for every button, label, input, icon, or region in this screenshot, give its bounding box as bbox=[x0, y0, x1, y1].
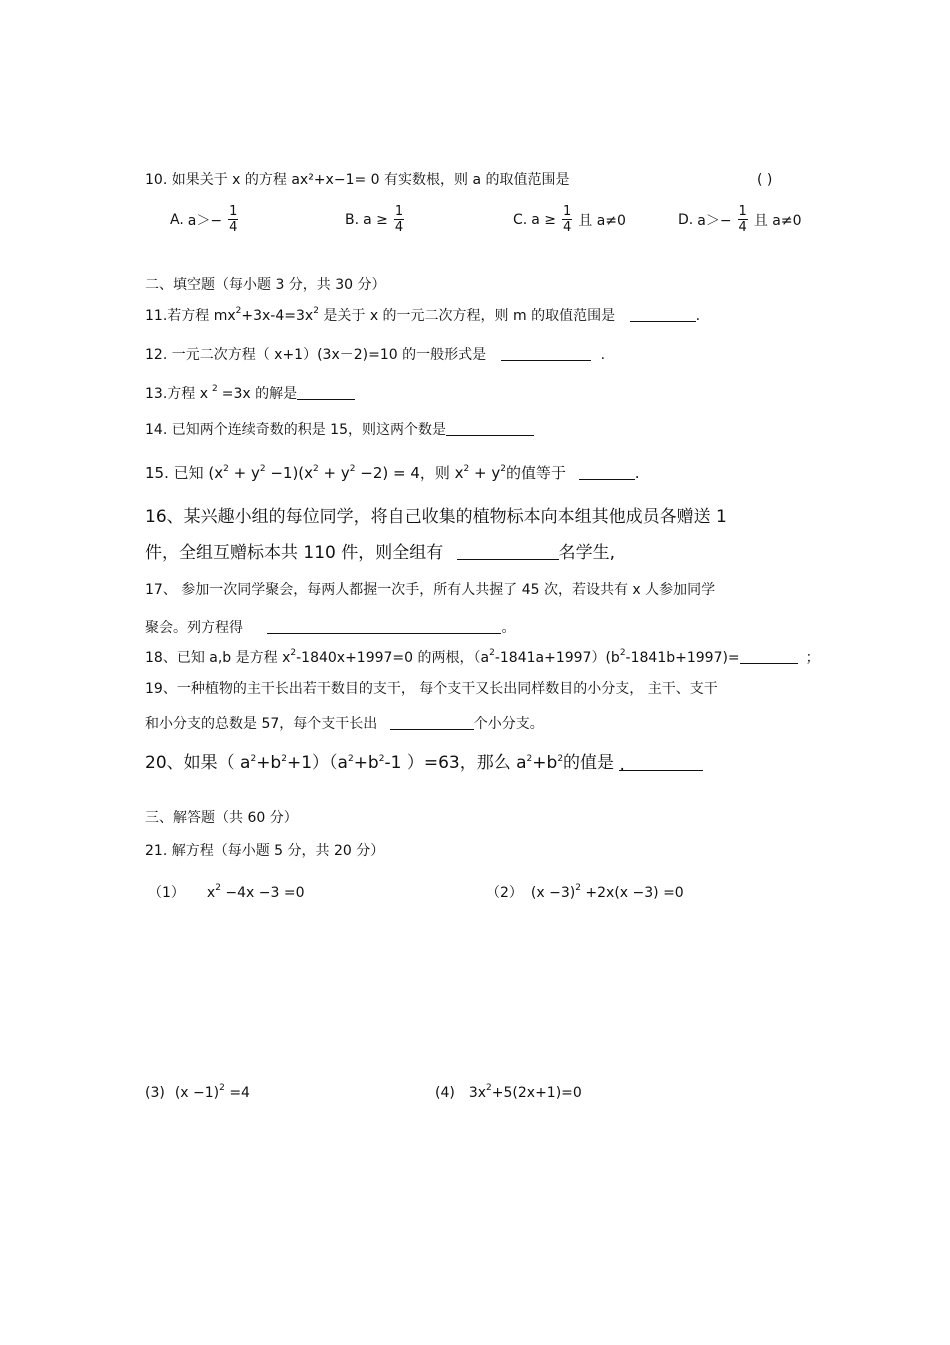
question-19-line-2: 和小分支的总数是 57，每个支干长出 个小分支。 bbox=[145, 716, 544, 732]
answer-blank[interactable]: . bbox=[619, 753, 703, 771]
question-17-line-2: 聚会。列方程得 。 bbox=[145, 620, 516, 636]
answer-blank[interactable] bbox=[390, 715, 474, 730]
answer-blank[interactable] bbox=[297, 385, 355, 400]
problem-3: (3) $(x -1)^2 =4$ bbox=[145, 1083, 250, 1101]
answer-blank[interactable] bbox=[267, 619, 501, 634]
option-a[interactable]: A. a＞− $\frac{1}{4}$ bbox=[170, 204, 238, 235]
answer-blank[interactable] bbox=[630, 307, 696, 322]
option-c[interactable]: C. a ≥ $\frac{1}{4}$ 且 a≠0 bbox=[513, 204, 626, 235]
option-b[interactable]: B. a ≥ $\frac{1}{4}$ bbox=[345, 204, 404, 235]
answer-blank[interactable] bbox=[740, 649, 798, 664]
answer-blank[interactable] bbox=[457, 543, 559, 560]
section-3-title: 三、解答题（共 60 分） bbox=[145, 810, 298, 826]
question-17-line-1: 17、 参加一次同学聚会，每两人都握一次手，所有人共握了 45 次，若设共有 x 人参加同学 bbox=[145, 582, 716, 598]
question-16-line-2: 件，全组互赠标本共 110 件，则全组有 名学生, bbox=[145, 543, 616, 563]
answer-blank[interactable] bbox=[501, 346, 591, 361]
option-d[interactable]: D. a＞− $\frac{1}{4}$ 且 a≠0 bbox=[678, 204, 802, 235]
question-21-title: 21. 解方程（每小题 5 分，共 20 分） bbox=[145, 843, 385, 859]
question-16-line-1: 16、某兴趣小组的每位同学，将自己收集的植物标本向本组其他成员各赠送 1 bbox=[145, 507, 727, 527]
question-13: 13.方程 x $^2$ =3x 的解是 bbox=[145, 384, 355, 404]
fraction: $\frac{1}{4}$ bbox=[394, 204, 404, 235]
question-19-line-1: 19、一种植物的主干长出若干数目的支干， 每个支干又长出同样数目的小分支， 主干、支干 bbox=[145, 681, 718, 697]
question-10-text: 10. 如果关于 x 的方程 ax²+x−1= 0 有实数根，则 a 的取值范围是 bbox=[145, 172, 570, 188]
answer-blank[interactable] bbox=[446, 421, 534, 436]
question-18: 18、已知 a,b 是方程 $x^2-1840x+1997=0$ 的两根，$(a^2-1841a+1997)(b^2-1841b+1997)=$ ； bbox=[145, 648, 820, 666]
problem-2: （2） $(x -3)^2 +2x(x -3) =0$ bbox=[486, 883, 684, 901]
question-15: 15. 已知 $(x^2 + y^2 -1)(x^2 + y^2 -2) = 4$，则 $x^2 + y^2$的值等于 . bbox=[145, 464, 640, 482]
answer-blank[interactable] bbox=[579, 465, 635, 480]
question-14: 14. 已知两个连续奇数的积是 15，则这两个数是 bbox=[145, 420, 534, 440]
answer-paren: ( ) bbox=[757, 172, 773, 188]
fraction: $\frac{1}{4}$ bbox=[563, 204, 572, 235]
question-12: 12. 一元二次方程（ x+1）(3x－2)=10 的一般形式是 . bbox=[145, 347, 606, 363]
section-2-title: 二、填空题（每小题 3 分，共 30 分） bbox=[145, 277, 386, 293]
problem-4: (4) $3x^2+5(2x+1)=0$ bbox=[435, 1083, 582, 1101]
fraction: $\frac{1}{4}$ bbox=[738, 204, 747, 235]
problem-1: （1） $x^2 -4x -3 =0$ bbox=[148, 883, 305, 901]
question-20: 20、如果（ $a^2+b^2+1)(a^2+b^2-1$ ）=63，那么 $a^2+b^2$的值是 . bbox=[145, 751, 703, 775]
question-10 bbox=[145, 170, 570, 190]
question-11: 11.若方程 $mx^2+3x-4=3x^2$ 是关于 x 的一元二次方程，则 m 的取值范围是 . bbox=[145, 306, 701, 324]
fraction: $\frac{1}{4}$ bbox=[229, 204, 238, 235]
